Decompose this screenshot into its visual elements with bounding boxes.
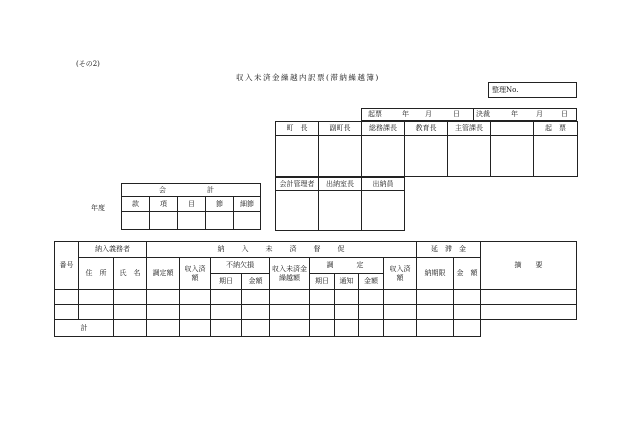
kaikei-cell bbox=[178, 212, 206, 230]
col-bangou: 番号 bbox=[55, 242, 79, 290]
ledger-table bbox=[54, 241, 577, 337]
col-kijitsu: 期日 bbox=[211, 274, 242, 290]
stamp-cell bbox=[448, 136, 491, 177]
kihyo-month: 月 bbox=[425, 110, 432, 118]
kaikei-table bbox=[121, 183, 261, 230]
kaikei-col-kan: 款 bbox=[122, 197, 150, 212]
kaikei-cell bbox=[122, 212, 150, 230]
approval-head-shukankacho: 主管課長 bbox=[448, 122, 491, 136]
table-row bbox=[55, 290, 577, 305]
stamp-cell bbox=[276, 191, 319, 231]
approval-head-kaikei-kanrisha: 会計管理者 bbox=[276, 178, 319, 191]
approval-head-somukacho: 総務課長 bbox=[362, 122, 405, 136]
kaikei-col-saisetsu: 細節 bbox=[234, 197, 261, 212]
kihyo-year: 年 bbox=[402, 110, 409, 118]
table-row bbox=[55, 305, 577, 320]
col-nonyu-misai-tokusoku: 納 入 未 済 督 促 bbox=[147, 242, 417, 258]
col-shuunyu-misai-kurikoshi: 収入未済金繰越額 bbox=[270, 258, 310, 290]
nendo-label: 年度 bbox=[91, 204, 105, 212]
col-chotei: 調 定 bbox=[310, 258, 384, 274]
col-nonyu-gimusha: 納入義務者 bbox=[79, 242, 147, 258]
approval-head-kihyo: 起 票 bbox=[534, 122, 578, 136]
stamp-cell bbox=[534, 136, 578, 177]
kaikei-col-kou: 項 bbox=[150, 197, 178, 212]
col-kingaku-2: 金額 bbox=[359, 274, 384, 290]
kaikei-cell bbox=[234, 212, 261, 230]
kaikei-col-setsu: 節 bbox=[206, 197, 234, 212]
kaikei-head: 会 計 bbox=[122, 184, 261, 197]
col-shimei: 氏 名 bbox=[114, 258, 147, 290]
kessai-day: 日 bbox=[561, 110, 568, 118]
kessai-month: 月 bbox=[536, 110, 543, 118]
kihyo-day: 日 bbox=[453, 110, 460, 118]
kaikei-col-moku: 目 bbox=[178, 197, 206, 212]
approval-head-blank bbox=[491, 122, 534, 136]
col-jusho: 住 所 bbox=[79, 258, 114, 290]
approval-head-kyoikucho: 教育長 bbox=[405, 122, 448, 136]
col-chotei-gaku: 調定額 bbox=[147, 258, 180, 290]
stamp-cell bbox=[319, 191, 362, 231]
approval-head-suitoin: 出納員 bbox=[362, 178, 405, 191]
col-tsuchi: 通知 bbox=[335, 274, 359, 290]
approval-stamp-table-2 bbox=[275, 177, 405, 231]
col-kingaku-3: 金 額 bbox=[454, 258, 481, 290]
approval-head-fukuchocho: 副町長 bbox=[319, 122, 362, 136]
col-kijitsu-2: 期日 bbox=[310, 274, 335, 290]
stamp-cell bbox=[491, 136, 534, 177]
col-nouki: 納期限 bbox=[417, 258, 454, 290]
col-shuunyu-sumi-gaku-2: 収入済額 bbox=[384, 258, 417, 290]
date-row bbox=[361, 108, 577, 121]
col-fuzai-kesson: 不納欠損 bbox=[211, 258, 270, 274]
total-row bbox=[55, 320, 577, 337]
stamp-cell bbox=[362, 136, 405, 177]
approval-stamp-table bbox=[275, 121, 578, 177]
col-shuunyu-sumi-gaku: 収入済額 bbox=[180, 258, 211, 290]
kessai-year: 年 bbox=[511, 110, 518, 118]
col-kingaku: 金額 bbox=[242, 274, 270, 290]
page-label: (その2) bbox=[76, 60, 100, 68]
stamp-cell bbox=[319, 136, 362, 177]
kaikei-cell bbox=[150, 212, 178, 230]
stamp-cell bbox=[276, 136, 319, 177]
col-tekiyou: 摘 要 bbox=[481, 242, 577, 290]
seiri-no-label: 整理No. bbox=[492, 86, 519, 94]
seiri-no-box bbox=[488, 82, 577, 98]
col-entaikin: 延 滞 金 bbox=[417, 242, 481, 258]
stamp-cell bbox=[405, 136, 448, 177]
approval-head-chocho: 町 長 bbox=[276, 122, 319, 136]
approval-head-suito-shitsucho: 出納室長 bbox=[319, 178, 362, 191]
kihyo-date-label: 起票 bbox=[368, 110, 382, 118]
stamp-cell bbox=[362, 191, 405, 231]
document-title: 収入未済金繰越内訳票(滞納繰越簿) bbox=[236, 73, 380, 82]
date-row-divider bbox=[473, 108, 474, 121]
kaikei-cell bbox=[206, 212, 234, 230]
total-label: 計 bbox=[55, 320, 114, 337]
kessai-date-label: 決裁 bbox=[476, 110, 490, 118]
